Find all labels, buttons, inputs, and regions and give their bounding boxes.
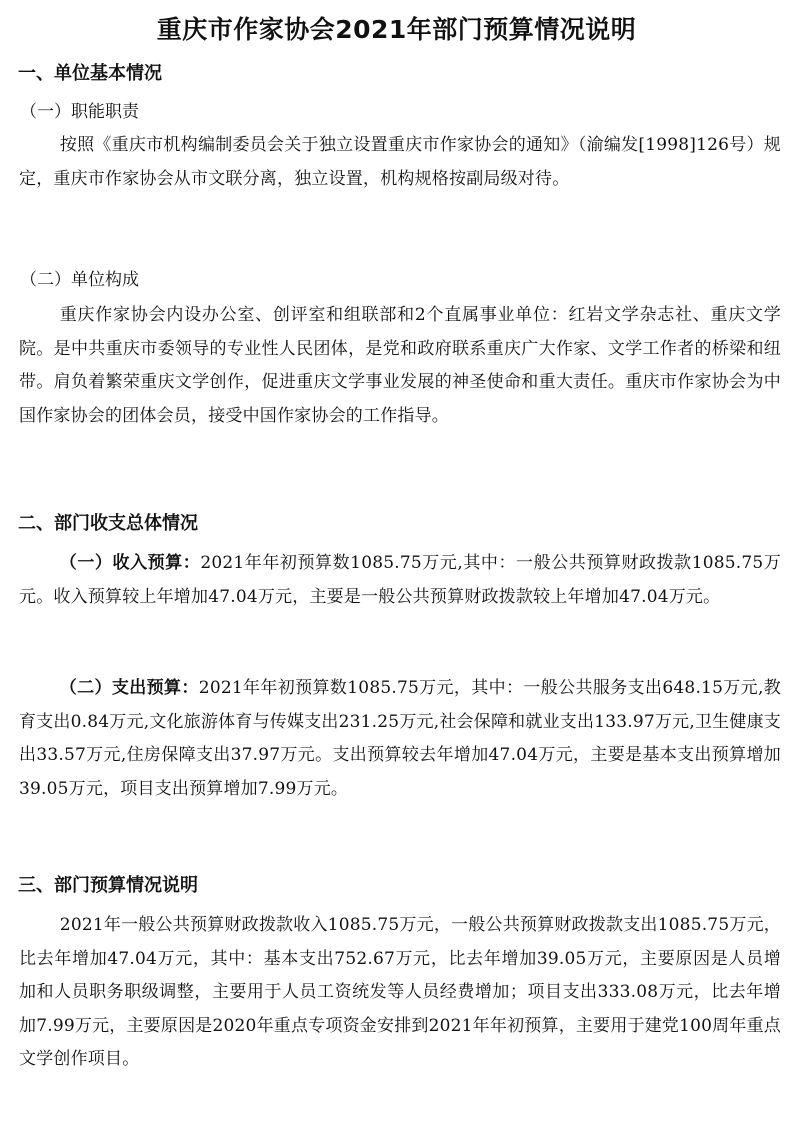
- document-title: 重庆市作家协会2021年部门预算情况说明: [156, 15, 637, 44]
- paragraph-income-budget: [19, 547, 781, 614]
- paragraph-budget-explanation: 2021年一般公共预算财政拨款收入1085.75万元，一般公共预算财政拨款支出1085.75万元，比去年增加47.04万元，其中：基本支出752.67万元，比去年增加39.05万元，主要原因是人员增加和人员职务职级调整，主要用于人员工资统发等人员经费增加；项目支出333.08万元，比去年增加7.99万元，主要原因是2020年重点专项资金安排到2021年年初预算，主要用于建党100周年重点文学创作项目。: [19, 915, 781, 1070]
- section-heading-1: 一、单位基本情况: [18, 63, 162, 84]
- income-budget-lead: （一）收入预算：: [59, 553, 201, 573]
- paragraph-functions: 按照《重庆市机构编制委员会关于独立设置重庆市作家协会的通知》（渝编发[1998]126号）规定，重庆市作家协会从市文联分离，独立设置，机构规格按副局级对待。: [19, 135, 781, 189]
- subsection-heading-1-1: （一）职能职责: [20, 102, 139, 122]
- subsection-heading-1-2: （二）单位构成: [20, 270, 139, 290]
- income-budget-text: 2021年年初预算数1085.75万元,其中：一般公共预算财政拨款1085.75万元。收入预算较上年增加47.04万元，主要是一般公共预算财政拨款较上年增加47.04万元。: [19, 553, 781, 607]
- paragraph-expenditure-budget: [19, 672, 781, 806]
- section-heading-3: 三、部门预算情况说明: [18, 875, 198, 896]
- expenditure-budget-lead: （二）支出预算：: [59, 678, 199, 698]
- paragraph-composition: 重庆作家协会内设办公室、创评室和组联部和2个直属事业单位：红岩文学杂志社、重庆文学院。是中共重庆市委领导的专业性人民团体，是党和政府联系重庆广大作家、文学工作者的桥梁和纽带。肩负着繁荣重庆文学创作，促进重庆文学事业发展的神圣使命和重大责任。重庆市作家协会为中国作家协会的团体会员，接受中国作家协会的工作指导。: [19, 305, 781, 426]
- expenditure-budget-text: 2021年年初预算数1085.75万元，其中：一般公共服务支出648.15万元,教育支出0.84万元,文化旅游体育与传媒支出231.25万元,社会保障和就业支出133.97万元,卫生健康支出33.57万元,住房保障支出37.97万元。支出预算较去年增加47.04万元，主要是基本支出预算增加39.05万元，项目支出预算增加7.99万元。: [19, 678, 781, 799]
- section-heading-2: 二、部门收支总体情况: [18, 513, 198, 534]
